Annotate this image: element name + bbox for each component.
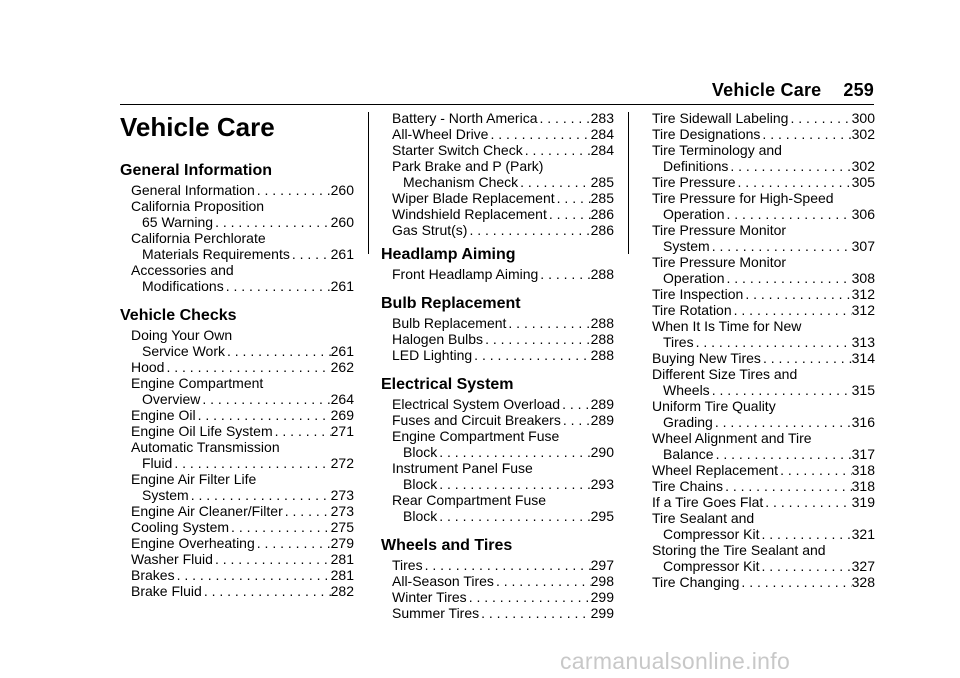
toc-page-number: 300 <box>851 110 875 126</box>
toc-page-number: 261 <box>330 246 354 262</box>
dot-leader <box>467 222 590 238</box>
toc-page-number: 316 <box>851 414 875 430</box>
toc-column-1 <box>120 110 354 599</box>
dot-leader <box>437 444 590 460</box>
toc-page-number: 283 <box>590 110 614 126</box>
toc-entry-title: Doing Your Own <box>131 327 233 343</box>
dot-leader <box>506 315 590 331</box>
toc-entry[interactable] <box>392 331 614 347</box>
toc-entry[interactable] <box>131 423 354 439</box>
dot-leader <box>255 535 331 551</box>
toc-entry-title: System <box>142 487 189 503</box>
toc-entry-title: Engine Compartment <box>131 375 264 391</box>
toc-entry[interactable] <box>131 535 354 551</box>
dot-leader <box>523 142 591 158</box>
toc-list <box>381 396 614 524</box>
dot-leader <box>189 487 331 503</box>
toc-entry[interactable] <box>392 110 614 126</box>
toc-page-number: 289 <box>590 412 614 428</box>
dot-leader <box>547 206 591 222</box>
toc-entry-title: Tire Pressure Monitor <box>652 222 787 238</box>
toc-entry-title: 65 Warning <box>142 214 214 230</box>
toc-entry-title: Block <box>403 476 438 492</box>
header-title: Vehicle Care <box>711 80 822 100</box>
toc-entry-title: Block <box>403 508 438 524</box>
toc-entry[interactable] <box>392 190 614 206</box>
toc-entry-title: Wheels <box>663 382 710 398</box>
dot-leader <box>694 334 852 350</box>
dot-leader <box>759 558 851 574</box>
toc-page-number: 314 <box>851 350 875 366</box>
toc-entry[interactable] <box>392 605 614 621</box>
toc-list <box>381 557 614 621</box>
toc-entry-title: Tire Designations <box>652 126 761 142</box>
toc-page-number: 273 <box>330 487 354 503</box>
toc-entry-title: California Perchlorate <box>131 230 266 246</box>
toc-entry[interactable] <box>652 478 875 494</box>
dot-leader <box>714 446 852 462</box>
toc-entry-title: Operation <box>663 206 725 222</box>
toc-entry[interactable] <box>392 492 614 524</box>
toc-entry[interactable] <box>392 142 614 158</box>
toc-entry[interactable] <box>392 460 614 492</box>
toc-entry[interactable] <box>392 557 614 573</box>
dot-leader <box>437 508 590 524</box>
toc-entry[interactable] <box>652 494 875 510</box>
dot-leader <box>213 214 331 230</box>
header-rule <box>120 104 874 105</box>
dot-leader <box>724 206 851 222</box>
toc-entry-title: Different Size Tires and <box>652 366 798 382</box>
dot-leader <box>467 589 591 605</box>
toc-entry[interactable] <box>131 327 354 359</box>
dot-leader <box>164 359 330 375</box>
toc-entry[interactable] <box>392 396 614 412</box>
toc-entry-title: Tire Terminology and <box>652 142 782 158</box>
dot-leader <box>788 110 851 126</box>
dot-leader <box>290 246 331 262</box>
toc-entry[interactable] <box>131 375 354 407</box>
dot-leader <box>732 302 852 318</box>
toc-entry[interactable] <box>392 315 614 331</box>
toc-entry-title: Operation <box>663 270 725 286</box>
section-heading-wheels-and-tires: Wheels and Tires <box>381 537 513 554</box>
toc-entry-title: Tires <box>663 334 694 350</box>
toc-entry-title: Wheel Alignment and Tire <box>652 430 812 446</box>
toc-page-number: 290 <box>590 444 614 460</box>
dot-leader <box>472 347 590 363</box>
dot-leader <box>763 494 851 510</box>
toc-entry-title: Compressor Kit <box>663 526 760 542</box>
toc-entry-title: Starter Switch Check <box>392 142 523 158</box>
toc-entry[interactable] <box>392 347 614 363</box>
dot-leader <box>488 126 590 142</box>
toc-page-number: 284 <box>590 126 614 142</box>
toc-page-number: 262 <box>330 359 354 375</box>
toc-page-number: 315 <box>851 382 875 398</box>
toc-entry[interactable] <box>131 439 354 471</box>
toc-page-number: 275 <box>330 519 354 535</box>
dot-leader <box>273 423 331 439</box>
toc-entry[interactable] <box>652 430 875 462</box>
toc-page-number: 279 <box>330 535 354 551</box>
toc-entry[interactable] <box>652 542 875 574</box>
toc-entry-title: Bulb Replacement <box>392 315 507 331</box>
toc-entry[interactable] <box>652 174 875 190</box>
toc-page-number: 299 <box>590 605 614 621</box>
toc-page-number: 327 <box>851 558 875 574</box>
toc-entry-title: Block <box>403 444 438 460</box>
toc-entry[interactable] <box>652 126 875 142</box>
toc-list <box>381 315 614 363</box>
toc-list <box>381 110 614 238</box>
toc-list <box>120 182 354 294</box>
toc-entry-title: When It Is Time for New <box>652 318 802 334</box>
toc-page-number: 261 <box>330 343 354 359</box>
toc-entry-title: Brake Fluid <box>131 583 202 599</box>
toc-entry[interactable] <box>652 350 875 366</box>
toc-entry-title: All-Wheel Drive <box>392 126 489 142</box>
toc-entry-title: Engine Oil <box>131 407 196 423</box>
toc-entry[interactable] <box>392 266 614 282</box>
toc-entry-title: Balance <box>663 446 714 462</box>
section-heading-vehicle-checks: Vehicle Checks <box>120 307 237 324</box>
toc-page-number: 261 <box>330 278 354 294</box>
toc-entry-title: Modifications <box>142 278 224 294</box>
toc-entry[interactable] <box>392 126 614 142</box>
toc-entry-title: Accessories and <box>131 262 234 278</box>
toc-entry-title: Automatic Transmission <box>131 439 280 455</box>
dot-leader <box>561 412 591 428</box>
toc-entry-title: Service Work <box>142 343 225 359</box>
toc-entry[interactable] <box>652 462 875 478</box>
section-heading-bulb-replacement: Bulb Replacement <box>381 295 521 312</box>
toc-entry[interactable] <box>131 583 354 599</box>
toc-entry-title: Wheel Replacement <box>652 462 779 478</box>
toc-page-number: 281 <box>330 567 354 583</box>
toc-entry-title: Grading <box>663 414 713 430</box>
toc-entry[interactable] <box>131 262 354 294</box>
toc-entry-title: Summer Tires <box>392 605 480 621</box>
toc-page-number: 302 <box>851 158 875 174</box>
toc-entry-title: Battery - North America <box>392 110 538 126</box>
toc-entry[interactable] <box>652 222 875 254</box>
toc-page-number: 297 <box>590 557 614 573</box>
toc-entry-title: Halogen Bulbs <box>392 331 484 347</box>
toc-entry[interactable] <box>131 198 354 230</box>
toc-page-number: 269 <box>330 407 354 423</box>
toc-page-number: 288 <box>590 266 614 282</box>
toc-page-number: 285 <box>590 174 614 190</box>
dot-leader <box>760 126 851 142</box>
toc-entry-title: Tire Changing <box>652 574 740 590</box>
toc-entry-title: Tire Rotation <box>652 302 732 318</box>
toc-page-number: 312 <box>851 286 875 302</box>
toc-page-number: 299 <box>590 589 614 605</box>
toc-entry[interactable] <box>652 574 875 590</box>
toc-entry[interactable] <box>652 142 875 174</box>
toc-page-number: 313 <box>851 334 875 350</box>
toc-entry-title: Engine Air Cleaner/Filter <box>131 503 283 519</box>
toc-page-number: 286 <box>590 222 614 238</box>
dot-leader <box>538 266 590 282</box>
dot-leader <box>224 278 331 294</box>
toc-entry[interactable] <box>131 471 354 503</box>
dot-leader <box>255 182 331 198</box>
toc-page-number: 328 <box>851 574 875 590</box>
toc-entry-title: Storing the Tire Sealant and <box>652 542 826 558</box>
dot-leader <box>538 110 591 126</box>
toc-entry-title: Tire Pressure for High-Speed <box>652 190 834 206</box>
toc-entry-title: Definitions <box>663 158 729 174</box>
toc-entry[interactable] <box>392 206 614 222</box>
toc-page-number: 321 <box>851 526 875 542</box>
toc-page-number: 305 <box>851 174 875 190</box>
toc-entry-title: Uniform Tire Quality <box>652 398 776 414</box>
toc-entry-title: Hood <box>131 359 165 375</box>
toc-entry-title: Wiper Blade Replacement <box>392 190 555 206</box>
toc-entry[interactable] <box>131 503 354 519</box>
toc-column-2 <box>381 110 614 621</box>
dot-leader <box>555 190 591 206</box>
toc-entry-title: Fuses and Circuit Breakers <box>392 412 561 428</box>
toc-page-number: 308 <box>851 270 875 286</box>
toc-entry-title: Winter Tires <box>392 589 467 605</box>
dot-leader <box>713 414 852 430</box>
toc-entry-title: Tire Chains <box>652 478 724 494</box>
toc-column-3 <box>641 110 875 590</box>
toc-entry[interactable] <box>392 589 614 605</box>
toc-page-number: 271 <box>330 423 354 439</box>
toc-entry-title: Instrument Panel Fuse <box>392 460 533 476</box>
toc-entry-title: Fluid <box>142 455 173 471</box>
toc-entry-title: Gas Strut(s) <box>392 222 468 238</box>
toc-entry[interactable] <box>652 286 875 302</box>
toc-entry-title: Overview <box>142 391 201 407</box>
toc-entry[interactable] <box>652 254 875 286</box>
toc-entry-title: General Information <box>131 182 255 198</box>
toc-entry-title: Mechanism Check <box>403 174 519 190</box>
dot-leader <box>724 270 851 286</box>
toc-list <box>381 266 614 282</box>
toc-entry-title: System <box>663 238 710 254</box>
toc-page-number: 317 <box>851 446 875 462</box>
toc-list <box>641 110 875 590</box>
toc-entry[interactable] <box>131 182 354 198</box>
toc-entry[interactable] <box>131 551 354 567</box>
toc-page-number: 260 <box>330 214 354 230</box>
toc-entry[interactable] <box>652 318 875 350</box>
section-heading-headlamp-aiming: Headlamp Aiming <box>381 246 516 263</box>
toc-entry[interactable] <box>652 190 875 222</box>
toc-entry-title: Cooling System <box>131 519 230 535</box>
dot-leader <box>778 462 852 478</box>
running-header <box>712 80 874 101</box>
toc-entry-title: Windshield Replacement <box>392 206 547 222</box>
toc-page-number: 319 <box>851 494 875 510</box>
toc-page-number: 306 <box>851 206 875 222</box>
toc-entry[interactable] <box>392 428 614 460</box>
toc-page-number: 260 <box>330 182 354 198</box>
toc-page-number: 288 <box>590 315 614 331</box>
toc-entry-title: Washer Fluid <box>131 551 213 567</box>
toc-page-number: 295 <box>590 508 614 524</box>
toc-entry-title: Materials Requirements <box>142 246 290 262</box>
toc-page-number: 285 <box>590 190 614 206</box>
toc-page-number: 272 <box>330 455 354 471</box>
column-divider-1 <box>368 112 369 254</box>
dot-leader <box>743 286 851 302</box>
toc-entry-title: Tires <box>392 557 423 573</box>
dot-leader <box>728 158 851 174</box>
toc-entry-title: Compressor Kit <box>663 558 760 574</box>
dot-leader <box>710 382 852 398</box>
toc-page-number: 273 <box>330 503 354 519</box>
dot-leader <box>202 583 331 599</box>
dot-leader <box>196 407 331 423</box>
dot-leader <box>483 331 591 347</box>
toc-entry-title: Engine Overheating <box>131 535 255 551</box>
dot-leader <box>213 551 331 567</box>
toc-entry[interactable] <box>652 510 875 542</box>
toc-entry[interactable] <box>652 398 875 430</box>
toc-entry[interactable] <box>652 110 875 126</box>
dot-leader <box>229 519 331 535</box>
dot-leader <box>739 574 851 590</box>
toc-entry-title: Buying New Tires <box>652 350 761 366</box>
watermark: carmanualsonline.info <box>560 648 791 674</box>
dot-leader <box>283 503 331 519</box>
toc-page-number: 289 <box>590 396 614 412</box>
toc-entry[interactable] <box>131 519 354 535</box>
toc-page-number: 293 <box>590 476 614 492</box>
dot-leader <box>479 605 591 621</box>
toc-entry-title: Brakes <box>131 567 175 583</box>
toc-page-number: 312 <box>851 302 875 318</box>
toc-entry[interactable] <box>392 412 614 428</box>
toc-list <box>120 327 354 599</box>
toc-entry-title: Rear Compartment Fuse <box>392 492 547 508</box>
toc-entry-title: Front Headlamp Aiming <box>392 266 539 282</box>
dot-leader <box>200 391 330 407</box>
toc-entry[interactable] <box>652 366 875 398</box>
toc-page-number: 281 <box>330 551 354 567</box>
toc-page-number: 318 <box>851 478 875 494</box>
toc-page-number: 264 <box>330 391 354 407</box>
toc-entry-title: All-Season Tires <box>392 573 494 589</box>
toc-entry-title: Engine Air Filter Life <box>131 471 257 487</box>
dot-leader <box>723 478 852 494</box>
toc-entry[interactable] <box>392 158 614 190</box>
toc-entry-title: If a Tire Goes Flat <box>652 494 764 510</box>
toc-entry-title: LED Lighting <box>392 347 473 363</box>
toc-entry-title: Tire Inspection <box>652 286 744 302</box>
toc-entry-title: Engine Oil Life System <box>131 423 273 439</box>
toc-page-number: 282 <box>330 583 354 599</box>
dot-leader <box>736 174 852 190</box>
toc-entry[interactable] <box>131 567 354 583</box>
toc-entry[interactable] <box>131 230 354 262</box>
column-divider-2 <box>628 112 629 254</box>
toc-entry-title: Tire Pressure <box>652 174 736 190</box>
section-heading-electrical-system: Electrical System <box>381 376 514 393</box>
toc-page-number: 307 <box>851 238 875 254</box>
toc-entry-title: Engine Compartment Fuse <box>392 428 560 444</box>
toc-entry[interactable] <box>131 407 354 423</box>
toc-entry[interactable] <box>392 222 614 238</box>
toc-entry-title: Electrical System Overload <box>392 396 561 412</box>
dot-leader <box>560 396 591 412</box>
toc-entry-title: Park Brake and P (Park) <box>392 158 544 174</box>
toc-entry-title: Tire Pressure Monitor <box>652 254 787 270</box>
toc-page-number: 284 <box>590 142 614 158</box>
toc-page-number: 288 <box>590 331 614 347</box>
toc-entry[interactable] <box>392 573 614 589</box>
chapter-title: Vehicle Care <box>120 112 275 142</box>
dot-leader <box>494 573 591 589</box>
toc-entry[interactable] <box>652 302 875 318</box>
toc-page-number: 286 <box>590 206 614 222</box>
dot-leader <box>710 238 852 254</box>
dot-leader <box>423 557 591 573</box>
toc-page-number: 302 <box>851 126 875 142</box>
section-heading-general-information: General Information <box>120 162 273 179</box>
toc-entry-title: Tire Sidewall Labeling <box>652 110 789 126</box>
toc-entry-title: California Proposition <box>131 198 265 214</box>
header-page-number: 259 <box>843 80 874 100</box>
toc-page-number: 288 <box>590 347 614 363</box>
dot-leader <box>175 567 331 583</box>
dot-leader <box>225 343 331 359</box>
dot-leader <box>518 174 590 190</box>
toc-entry[interactable] <box>131 359 354 375</box>
dot-leader <box>759 526 851 542</box>
dot-leader <box>437 476 590 492</box>
dot-leader <box>172 455 330 471</box>
toc-entry-title: Tire Sealant and <box>652 510 755 526</box>
toc-page-number: 318 <box>851 462 875 478</box>
toc-page-number: 298 <box>590 573 614 589</box>
dot-leader <box>761 350 852 366</box>
